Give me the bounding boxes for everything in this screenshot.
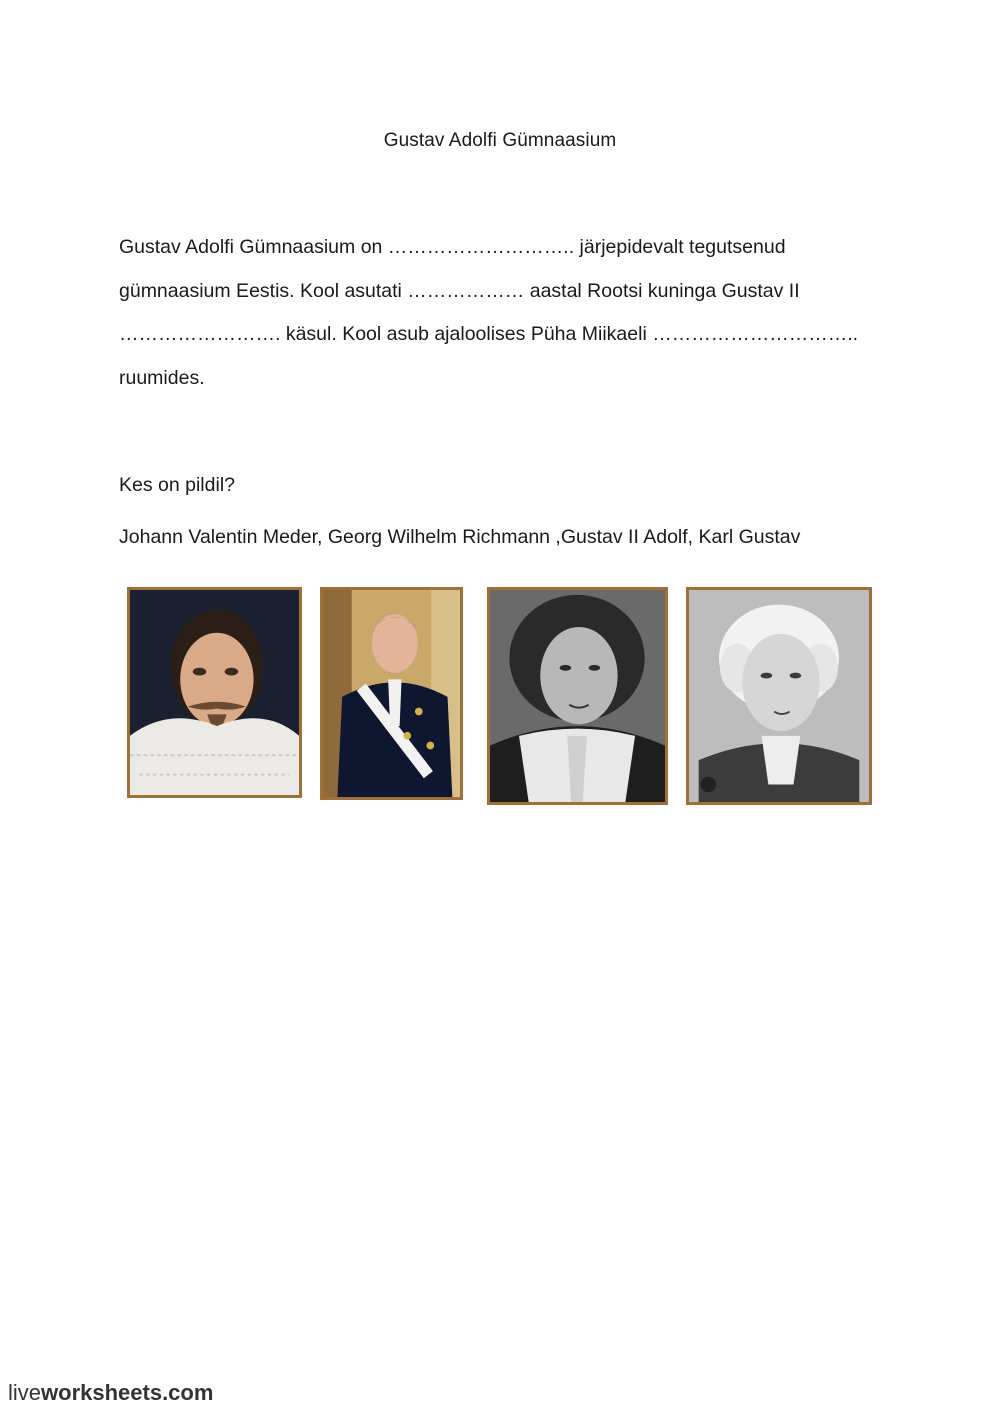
- question-label: Kes on pildil?: [119, 474, 235, 496]
- portrait-4-image: [689, 590, 869, 802]
- page-title: Gustav Adolfi Gümnaasium: [383, 130, 617, 151]
- paragraph-line: ……………………. käsul. Kool asub ajaloolises Püha Miikaeli …………………………..: [119, 323, 859, 345]
- portrait-4[interactable]: [686, 587, 872, 805]
- portrait-3-image: [490, 590, 665, 802]
- paragraph-line: gümnaasium Eestis. Kool asutati ……………… aastal Rootsi kuninga Gustav II: [119, 280, 800, 302]
- paragraph-line: ruumides.: [119, 367, 205, 389]
- portrait-3[interactable]: [487, 587, 668, 805]
- portrait-1[interactable]: [127, 587, 302, 798]
- liveworksheets-logo: [8, 1380, 213, 1406]
- paragraph-line: Gustav Adolfi Gümnaasium on ……………………….. järjepidevalt tegutsenud: [119, 236, 786, 258]
- logo-main: worksheets.com: [41, 1380, 214, 1405]
- portrait-2-image: [323, 590, 460, 797]
- answer-options: Johann Valentin Meder, Georg Wilhelm Richmann ,Gustav II Adolf, Karl Gustav: [119, 526, 801, 548]
- portrait-2[interactable]: [320, 587, 463, 800]
- logo-prefix: live: [8, 1380, 42, 1405]
- portrait-1-image: [130, 590, 299, 795]
